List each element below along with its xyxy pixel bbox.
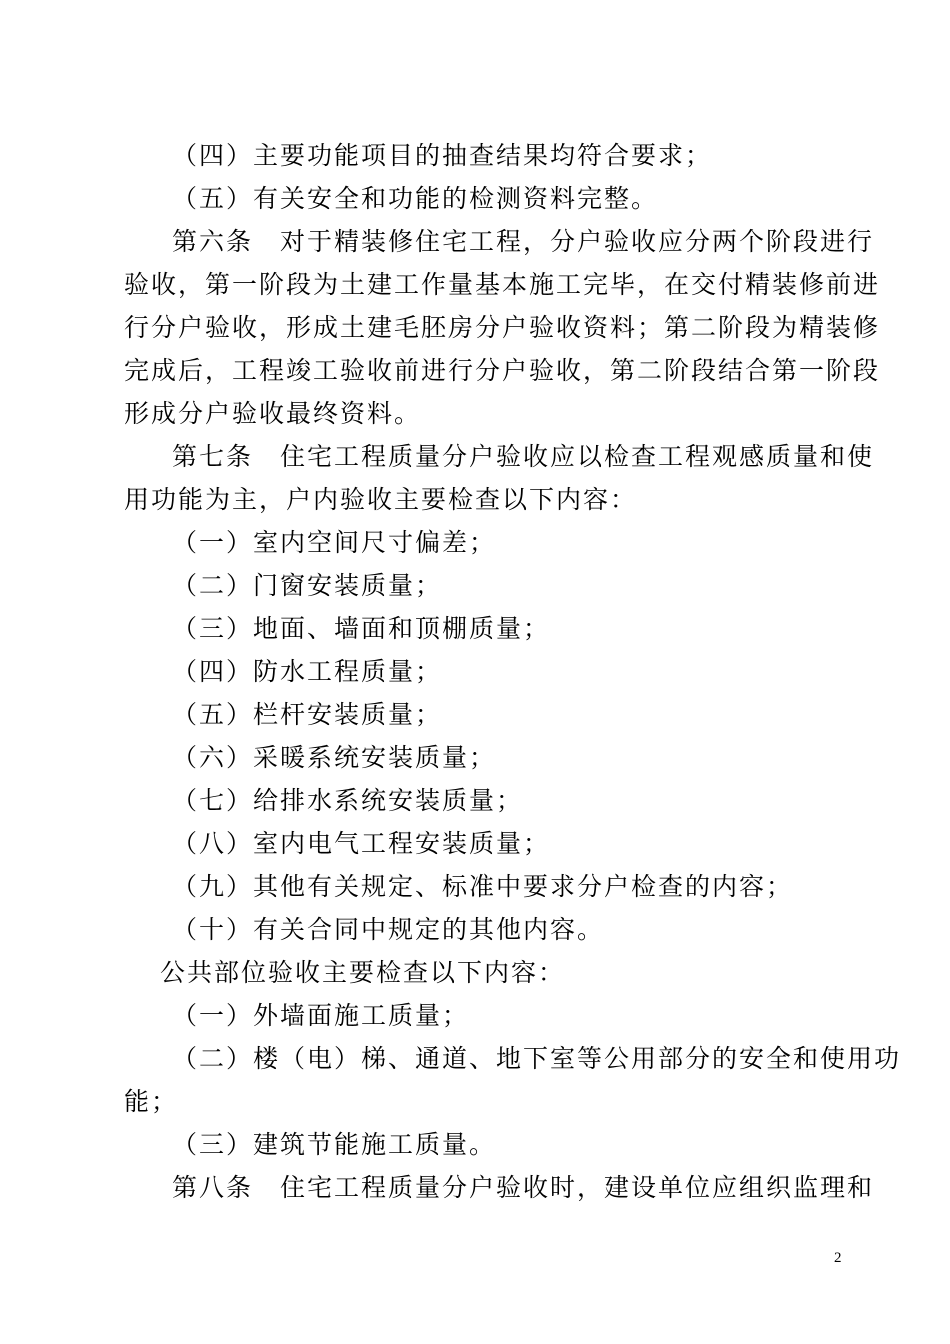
indoor-item-2: （二）门窗安装质量； — [172, 571, 443, 600]
indoor-item-5: （五）栏杆安装质量； — [172, 700, 443, 729]
item-four-spot-check: （四）主要功能项目的抽查结果均符合要求； — [172, 141, 713, 170]
public-item-3: （三）建筑节能施工质量。 — [172, 1130, 497, 1159]
public-item-2-line-2: 能； — [124, 1087, 179, 1116]
public-item-2-line-1: （二）楼（电）梯、通道、地下室等公用部分的安全和使用功 — [172, 1044, 902, 1073]
indoor-item-8: （八）室内电气工程安装质量； — [172, 829, 551, 858]
indoor-item-3: （三）地面、墙面和顶棚质量； — [172, 614, 551, 643]
article-eight-line-1: 第八条 住宅工程质量分户验收时，建设单位应组织监理和 — [172, 1173, 875, 1202]
indoor-item-4: （四）防水工程质量； — [172, 657, 443, 686]
indoor-item-10: （十）有关合同中规定的其他内容。 — [172, 915, 605, 944]
indoor-item-7: （七）给排水系统安装质量； — [172, 786, 524, 815]
article-six-line-1: 第六条 对于精装修住宅工程，分户验收应分两个阶段进行 — [172, 227, 875, 256]
article-six-line-5: 形成分户验收最终资料。 — [124, 399, 422, 428]
article-seven-line-1: 第七条 住宅工程质量分户验收应以检查工程观感质量和使 — [172, 442, 875, 471]
indoor-item-9: （九）其他有关规定、标准中要求分户检查的内容； — [172, 872, 794, 901]
article-six-line-2: 验收，第一阶段为土建工作量基本施工完毕，在交付精装修前进 — [124, 270, 881, 299]
article-six-line-3: 行分户验收，形成土建毛胚房分户验收资料；第二阶段为精装修 — [124, 313, 881, 342]
page-number: 2 — [834, 1250, 842, 1266]
article-seven-line-2: 用功能为主，户内验收主要检查以下内容： — [124, 485, 638, 514]
public-area-heading: 公共部位验收主要检查以下内容： — [160, 958, 566, 987]
item-five-test-records: （五）有关安全和功能的检测资料完整。 — [172, 184, 659, 213]
article-six-line-4: 完成后，工程竣工验收前进行分户验收，第二阶段结合第一阶段 — [124, 356, 881, 385]
public-item-1: （一）外墙面施工质量； — [172, 1001, 470, 1030]
indoor-item-6: （六）采暖系统安装质量； — [172, 743, 497, 772]
indoor-item-1: （一）室内空间尺寸偏差； — [172, 528, 497, 557]
